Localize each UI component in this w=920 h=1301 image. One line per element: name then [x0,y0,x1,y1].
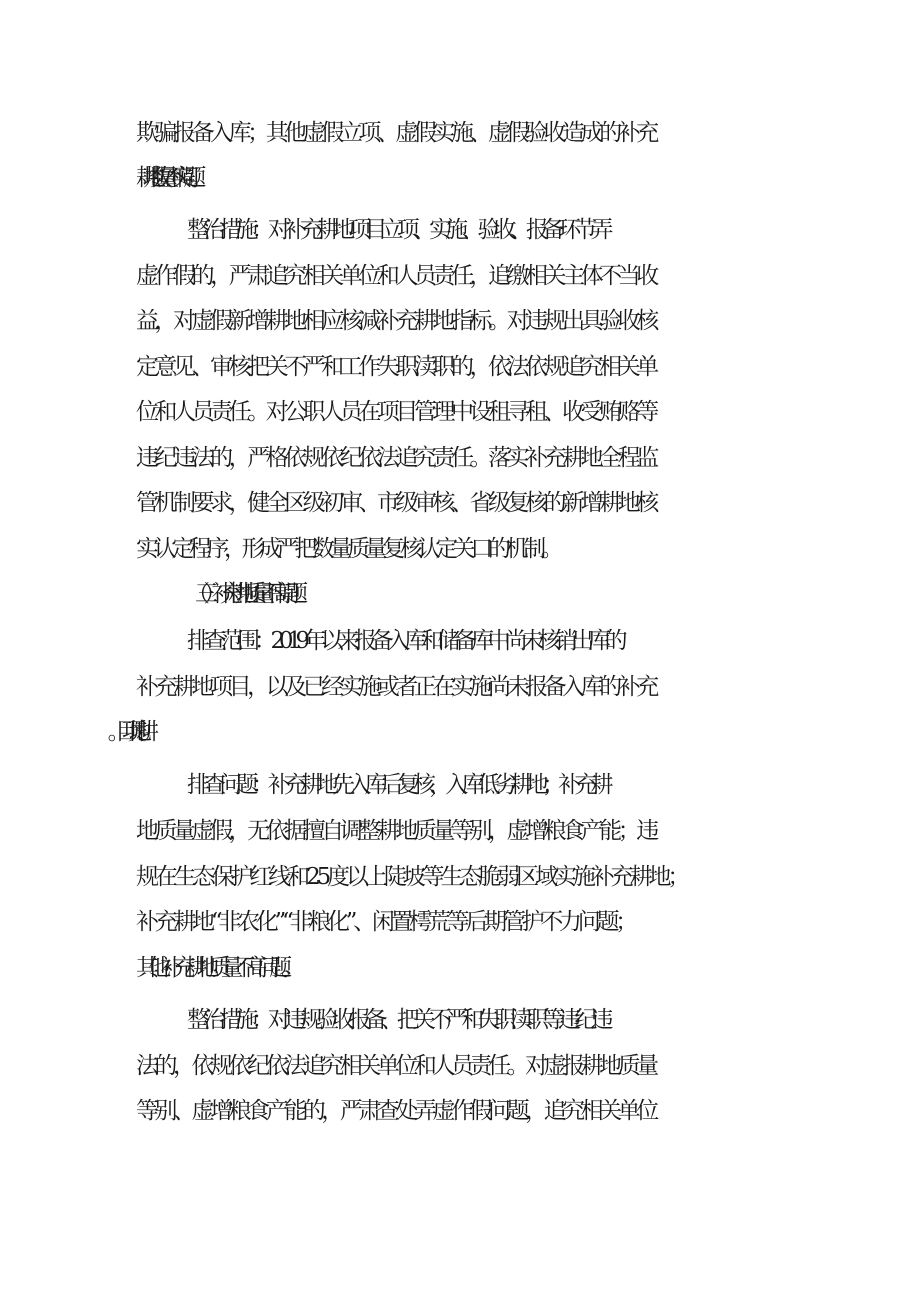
body-text-line: 定意见、审核把关不严和工作失职渎职的，依法依规追究相关单 [136,354,655,380]
section-heading: （三）补充耕地质量不高问题 [187,581,294,607]
paragraph-first-line: 整治措施：对违规验收报备、把关不严和失职渎职等违纪违 [187,1007,607,1033]
body-text-line: 等别、虚增粮食产能的，严肃查处弄虚作假问题，追究相关单位 [136,1098,655,1124]
body-text-line: 地质量虚假，无依据擅自调整耕地质量等别，虚增粮食产能；违 [136,818,655,844]
body-text-line: 补充耕地项目，以及已经实施或者正在实施尚未报备入库的补充 [136,674,655,700]
body-text-line: 补充耕地“非农化”“非粮化”、闲置樗荒等后期管护不力问题； [136,909,634,935]
body-text-line: 益，对虚假新增耕地相应核减补充耕地指标。对违规出具验收核 [136,308,655,334]
body-text-line [0,717,920,747]
paragraph-first-line: 整治措施：对补充耕地项目立项、实施、验收、报备环节弄 [187,217,607,243]
body-text-line: 法的，依规依纪依法追究相关单位和人员责任。对虚报耕地质量 [136,1053,655,1079]
body-text-line: 管机制要求，健全区级初审、市级审核、省级复核的新增耕地核 [136,490,655,516]
paragraph-first-line: 排查范围：2019年以来报备入库和储备库中尚未核销出库的 [187,628,622,654]
body-text-line: 规在生态保护红线和25度以上陡坡等生态脆弱区域实施补充耕地； [136,864,687,890]
body-text-line: 位和人员责任。对公职人员在项目管理中设租寻租、收受贿赂等 [136,399,655,425]
paragraph-first-line: 排查问题：补充耕地先入库后复核，入库低劣耕地；补充耕 [187,772,607,798]
body-text-line: 耕地数量不实问题。 [136,165,197,191]
body-text-line: 其他补充耕地质量不高问题。 [136,955,294,981]
body-text-line: 违纪违法的，严格依规依纪依法追究责任。落实补充耕地全程监 [136,445,655,471]
body-text-line: 虚作假的，严肃追究相关单位和人员责任，追缴相关主体不当收 [136,263,655,289]
body-text-line: 实认定程序，形成严把数量质量复核认定关口的机制。 [136,536,559,562]
body-text-line: 欺骗报备入库；其他虚假立项、虚假实施、虚假验收造成的补充 [136,120,655,146]
